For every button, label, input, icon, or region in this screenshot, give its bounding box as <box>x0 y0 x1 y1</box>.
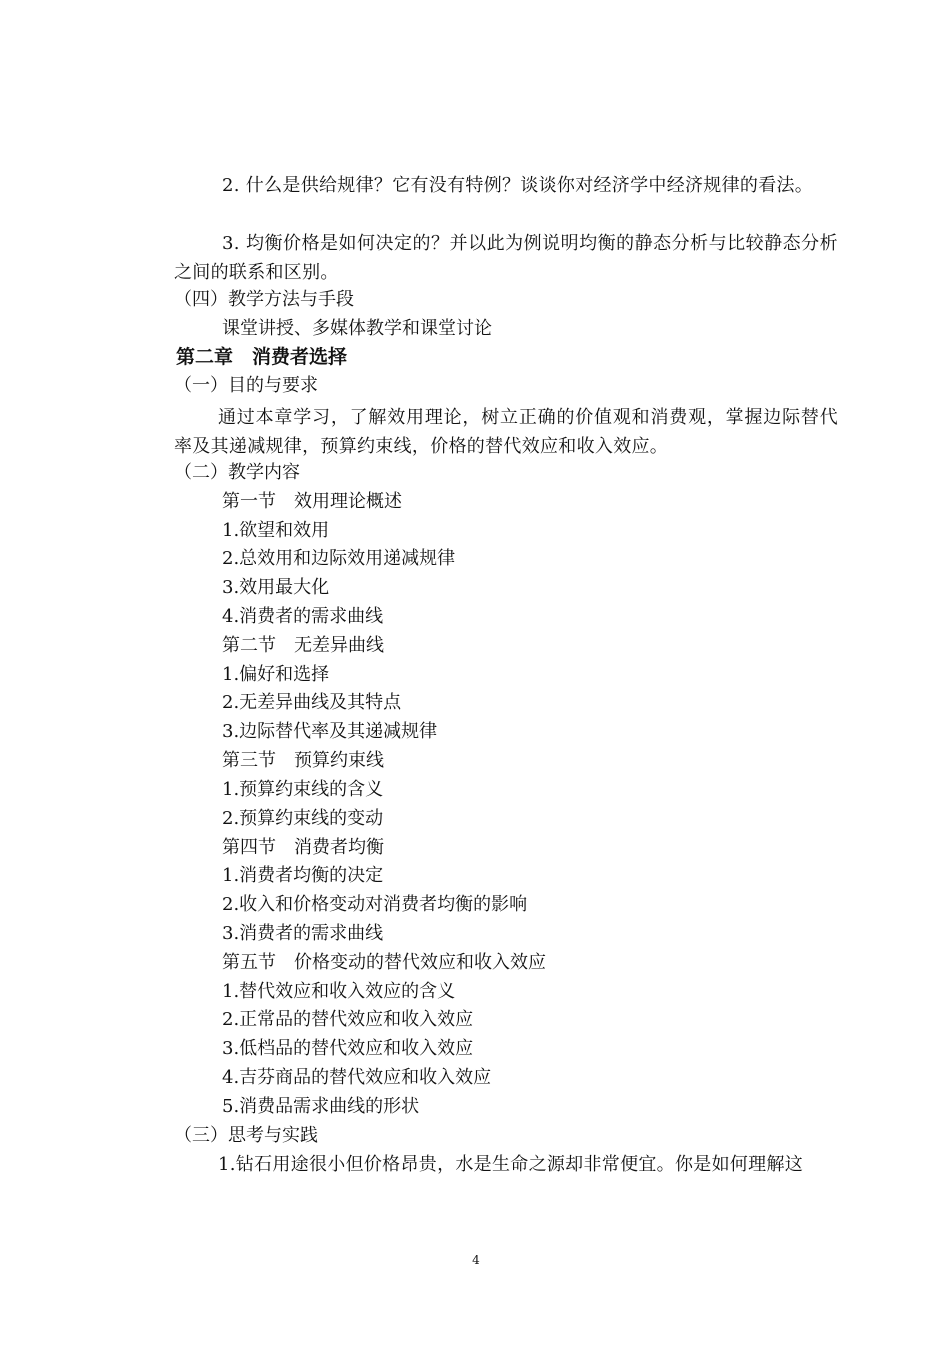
page-number: 4 <box>472 1253 480 1267</box>
list-item: 3.效用最大化 <box>222 577 330 598</box>
list-item: 3.低档品的替代效应和收入效应 <box>222 1038 474 1059</box>
content-title: （二）教学内容 <box>174 462 300 483</box>
list-item: 2.无差异曲线及其特点 <box>222 692 402 713</box>
section-title: 第五节 价格变动的替代效应和收入效应 <box>222 952 546 973</box>
list-item: 1.替代效应和收入效应的含义 <box>222 981 456 1002</box>
list-item: 1.偏好和选择 <box>222 664 330 685</box>
list-item: 3.消费者的需求曲线 <box>222 923 384 944</box>
list-item: 2.正常品的替代效应和收入效应 <box>222 1009 474 1030</box>
list-item: 2.预算约束线的变动 <box>222 808 384 829</box>
section-methods-title: （四）教学方法与手段 <box>174 289 354 310</box>
goal-title: （一）目的与要求 <box>174 375 318 396</box>
goal-body: 通过本章学习，了解效用理论，树立正确的价值观和消费观，掌握边际替代率及其递减规律，预算约束线，价格的替代效应和收入效应。 <box>174 407 838 457</box>
list-item: 2.总效用和边际效用递减规律 <box>222 548 456 569</box>
list-item: 3.边际替代率及其递减规律 <box>222 721 438 742</box>
section-title: 第二节 无差异曲线 <box>222 635 384 656</box>
practice-question-1: 1.钻石用途很小但价格昂贵，水是生命之源却非常便宜。你是如何理解这 <box>218 1154 804 1175</box>
section-title: 第一节 效用理论概述 <box>222 491 402 512</box>
section-methods-body: 课堂讲授、多媒体教学和课堂讨论 <box>222 318 492 339</box>
section-title: 第三节 预算约束线 <box>222 750 384 771</box>
list-item: 1.消费者均衡的决定 <box>222 865 384 886</box>
list-item: 1.预算约束线的含义 <box>222 779 384 800</box>
list-item: 4.吉芬商品的替代效应和收入效应 <box>222 1067 492 1088</box>
list-item: 4.消费者的需求曲线 <box>222 606 384 627</box>
question-3: 3. 均衡价格是如何决定的？并以此为例说明均衡的静态分析与比较静态分析之间的联系和区别。 <box>174 233 838 283</box>
practice-title: （三）思考与实践 <box>174 1125 318 1146</box>
section-title: 第四节 消费者均衡 <box>222 837 384 858</box>
question-2: 2. 什么是供给规律？它有没有特例？谈谈你对经济学中经济规律的看法。 <box>222 175 814 196</box>
chapter-title: 第二章 消费者选择 <box>176 346 348 368</box>
list-item: 1.欲望和效用 <box>222 520 330 541</box>
list-item: 5.消费品需求曲线的形状 <box>222 1096 420 1117</box>
list-item: 2.收入和价格变动对消费者均衡的影响 <box>222 894 528 915</box>
